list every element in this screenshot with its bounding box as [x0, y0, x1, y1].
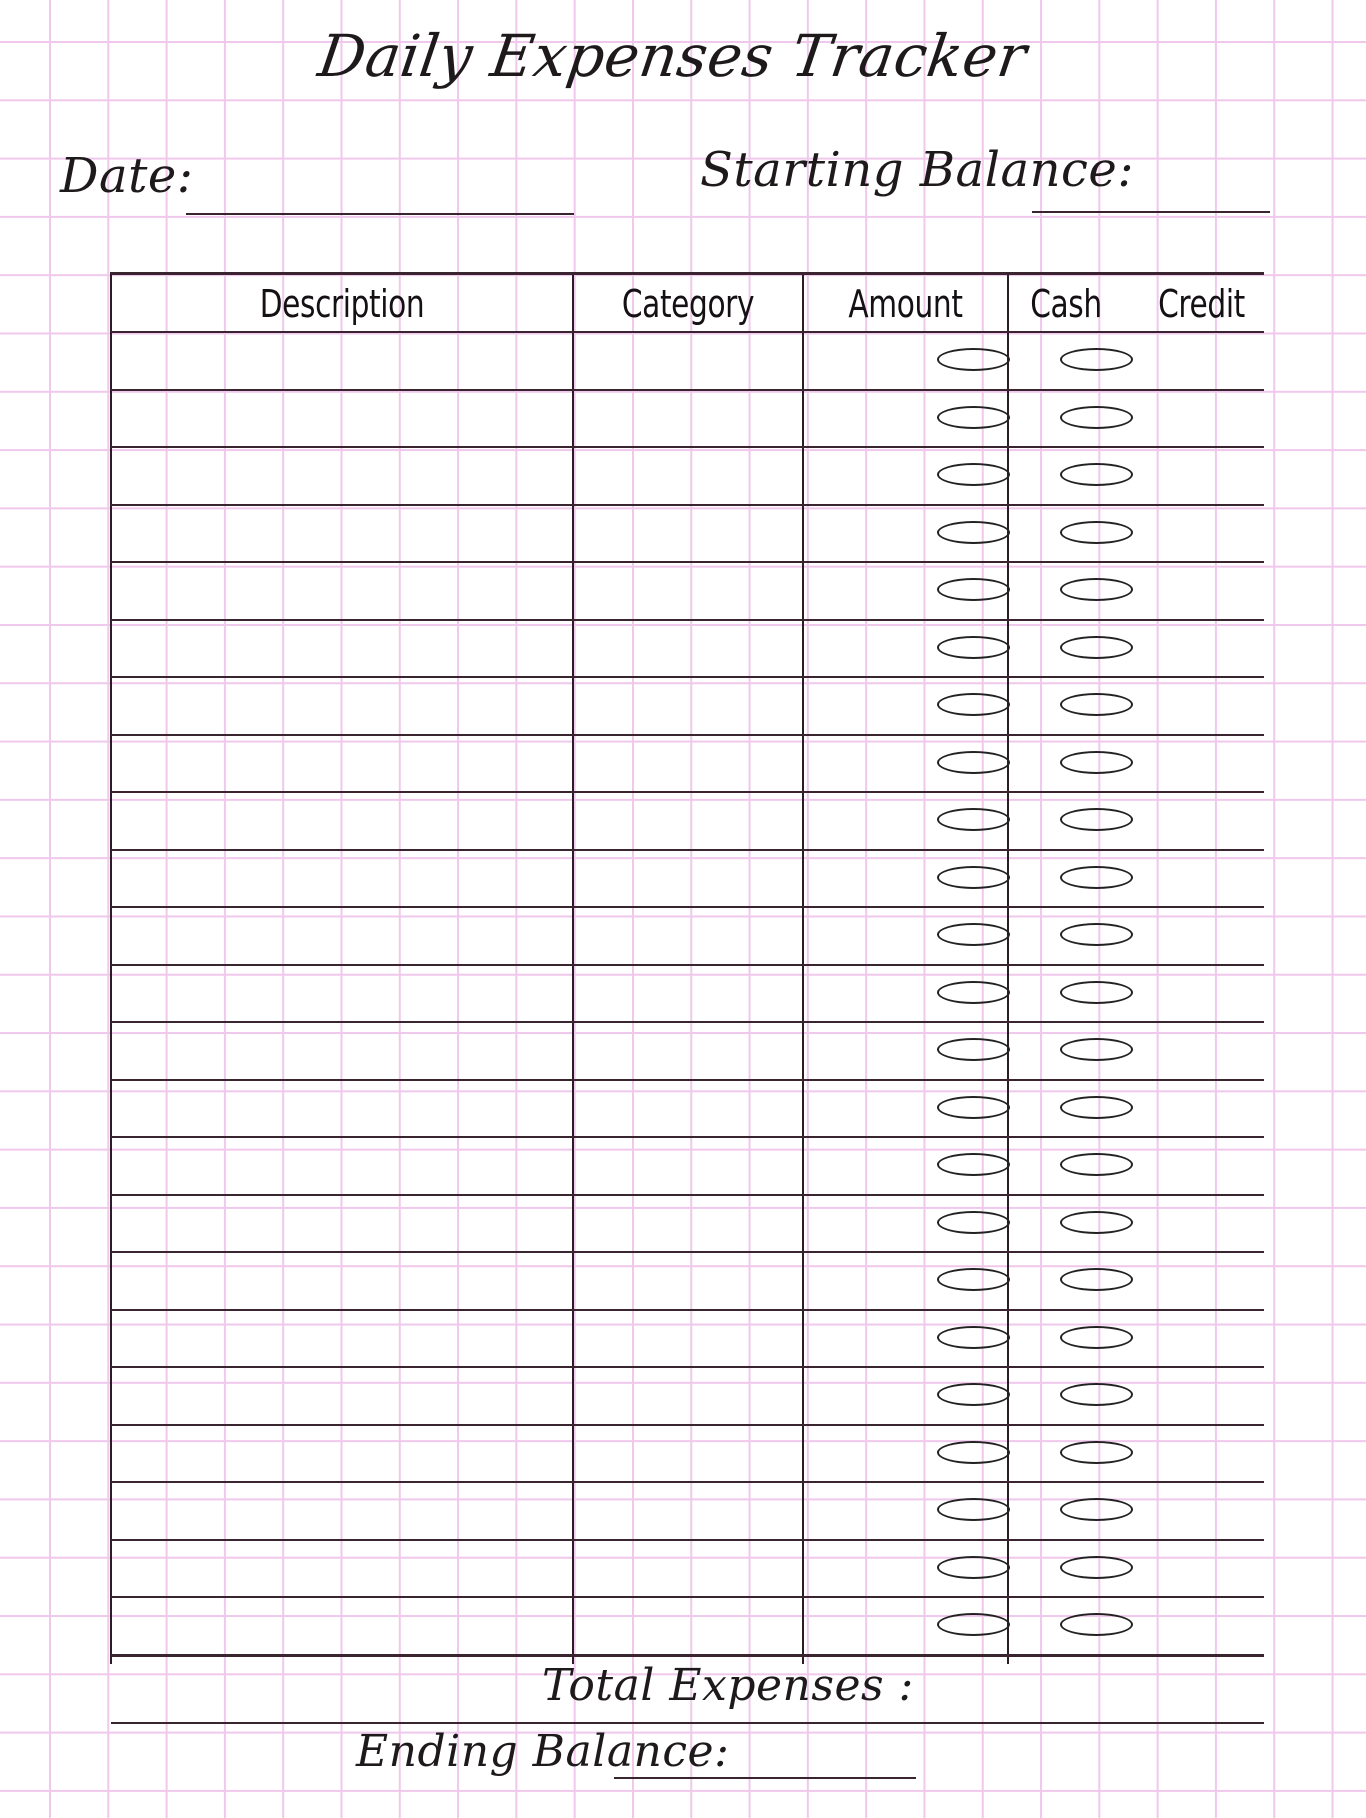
description-cell[interactable]	[111, 736, 573, 792]
date-label: Date:	[60, 148, 194, 204]
cash-checkbox-oval[interactable]	[937, 636, 1010, 659]
credit-checkbox-oval[interactable]	[1060, 923, 1133, 946]
table-row	[111, 1426, 1264, 1484]
cash-checkbox-oval[interactable]	[937, 463, 1010, 486]
table-header	[111, 275, 1264, 333]
description-cell[interactable]	[111, 1368, 573, 1424]
table-row	[111, 851, 1264, 909]
description-cell[interactable]	[111, 621, 573, 677]
cash-checkbox-oval[interactable]	[937, 981, 1010, 1004]
description-cell[interactable]	[111, 908, 573, 964]
category-cell[interactable]	[573, 736, 803, 792]
category-cell[interactable]	[573, 1023, 803, 1079]
cash-checkbox-oval[interactable]	[937, 1153, 1010, 1176]
description-cell[interactable]	[111, 1541, 573, 1597]
description-cell[interactable]	[111, 391, 573, 447]
description-cell[interactable]	[111, 1426, 573, 1482]
page-title-text: Daily Expenses Tracker	[314, 22, 1032, 90]
credit-checkbox-oval[interactable]	[1060, 463, 1133, 486]
expenses-table	[111, 272, 1264, 1657]
table-row	[111, 333, 1264, 391]
category-cell[interactable]	[573, 1426, 803, 1482]
table-row	[111, 506, 1264, 564]
description-cell[interactable]	[111, 678, 573, 734]
table-row	[111, 1081, 1264, 1139]
description-cell[interactable]	[111, 1253, 573, 1309]
credit-checkbox-oval[interactable]	[1060, 1038, 1133, 1061]
starting-balance-field-line[interactable]	[1032, 211, 1270, 213]
table-row	[111, 448, 1264, 506]
credit-checkbox-oval[interactable]	[1060, 636, 1133, 659]
category-cell[interactable]	[573, 1138, 803, 1194]
description-cell[interactable]	[111, 851, 573, 907]
credit-checkbox-oval[interactable]	[1060, 1326, 1133, 1349]
credit-checkbox-oval[interactable]	[1060, 578, 1133, 601]
description-cell[interactable]	[111, 966, 573, 1022]
description-cell[interactable]	[111, 506, 573, 562]
category-cell[interactable]	[573, 391, 803, 447]
category-cell[interactable]	[573, 1253, 803, 1309]
description-cell[interactable]	[111, 1598, 573, 1654]
cash-checkbox-oval[interactable]	[937, 1268, 1010, 1291]
category-cell[interactable]	[573, 1081, 803, 1137]
category-cell[interactable]	[573, 563, 803, 619]
table-row	[111, 563, 1264, 621]
category-cell[interactable]	[573, 448, 803, 504]
category-cell[interactable]	[573, 966, 803, 1022]
cash-checkbox-oval[interactable]	[937, 1096, 1010, 1119]
description-cell[interactable]	[111, 563, 573, 619]
total-expenses-line[interactable]	[111, 1722, 1264, 1724]
category-cell[interactable]	[573, 506, 803, 562]
cash-checkbox-oval[interactable]	[937, 521, 1010, 544]
table-row	[111, 908, 1264, 966]
description-cell[interactable]	[111, 1483, 573, 1539]
credit-checkbox-oval[interactable]	[1060, 1556, 1133, 1579]
ending-balance-label: Ending Balance:	[356, 1726, 730, 1777]
credit-checkbox-oval[interactable]	[1060, 348, 1133, 371]
table-row	[111, 966, 1264, 1024]
description-cell[interactable]	[111, 1311, 573, 1367]
page-title	[0, 22, 1366, 90]
table-row	[111, 736, 1264, 794]
table-row	[111, 1483, 1264, 1541]
credit-checkbox-oval[interactable]	[1060, 1613, 1133, 1636]
table-row	[111, 1196, 1264, 1254]
table-row	[111, 1598, 1264, 1654]
cash-checkbox-oval[interactable]	[937, 578, 1010, 601]
category-cell[interactable]	[573, 1368, 803, 1424]
cash-checkbox-oval[interactable]	[937, 1211, 1010, 1234]
table-row	[111, 1253, 1264, 1311]
date-field-line[interactable]	[186, 213, 574, 215]
cash-checkbox-oval[interactable]	[937, 923, 1010, 946]
credit-checkbox-oval[interactable]	[1060, 521, 1133, 544]
column-header-credit: Credit	[1158, 282, 1245, 326]
cash-checkbox-oval[interactable]	[937, 1326, 1010, 1349]
category-cell[interactable]	[573, 621, 803, 677]
table-row	[111, 1368, 1264, 1426]
table-row	[111, 1311, 1264, 1369]
column-header-cash: Cash	[1030, 282, 1102, 326]
category-cell[interactable]	[573, 1541, 803, 1597]
credit-checkbox-oval[interactable]	[1060, 1441, 1133, 1464]
cash-checkbox-oval[interactable]	[937, 1383, 1010, 1406]
category-cell[interactable]	[573, 1196, 803, 1252]
cash-checkbox-oval[interactable]	[937, 751, 1010, 774]
cash-checkbox-oval[interactable]	[937, 1498, 1010, 1521]
cash-checkbox-oval[interactable]	[937, 808, 1010, 831]
table-row	[111, 621, 1264, 679]
category-cell[interactable]	[573, 333, 803, 389]
category-cell[interactable]	[573, 908, 803, 964]
column-header-description: Description	[259, 282, 425, 326]
table-row	[111, 1023, 1264, 1081]
cash-checkbox-oval[interactable]	[937, 1613, 1010, 1636]
credit-checkbox-oval[interactable]	[1060, 406, 1133, 429]
credit-checkbox-oval[interactable]	[1060, 808, 1133, 831]
cash-checkbox-oval[interactable]	[937, 406, 1010, 429]
credit-checkbox-oval[interactable]	[1060, 693, 1133, 716]
description-cell[interactable]	[111, 1196, 573, 1252]
column-header-category: Category	[621, 282, 755, 326]
credit-checkbox-oval[interactable]	[1060, 1498, 1133, 1521]
starting-balance-label: Starting Balance:	[700, 142, 1135, 198]
ending-balance-field-line[interactable]	[614, 1777, 916, 1779]
cash-checkbox-oval[interactable]	[937, 348, 1010, 371]
table-row	[111, 678, 1264, 736]
cash-checkbox-oval[interactable]	[937, 693, 1010, 716]
table-row	[111, 1541, 1264, 1599]
credit-checkbox-oval[interactable]	[1060, 866, 1133, 889]
table-row	[111, 391, 1264, 449]
description-cell[interactable]	[111, 333, 573, 389]
category-cell[interactable]	[573, 1598, 803, 1654]
category-cell[interactable]	[573, 851, 803, 907]
cash-checkbox-oval[interactable]	[937, 1441, 1010, 1464]
category-cell[interactable]	[573, 678, 803, 734]
table-body	[111, 333, 1264, 1654]
description-cell[interactable]	[111, 1081, 573, 1137]
credit-checkbox-oval[interactable]	[1060, 1211, 1133, 1234]
description-cell[interactable]	[111, 1023, 573, 1079]
cash-checkbox-oval[interactable]	[937, 1038, 1010, 1061]
credit-checkbox-oval[interactable]	[1060, 1153, 1133, 1176]
table-row	[111, 793, 1264, 851]
credit-checkbox-oval[interactable]	[1060, 1096, 1133, 1119]
description-cell[interactable]	[111, 793, 573, 849]
total-expenses-label: Total Expenses :	[542, 1660, 914, 1711]
credit-checkbox-oval[interactable]	[1060, 751, 1133, 774]
column-header-amount: Amount	[848, 282, 963, 326]
category-cell[interactable]	[573, 793, 803, 849]
cash-checkbox-oval[interactable]	[937, 866, 1010, 889]
category-cell[interactable]	[573, 1483, 803, 1539]
description-cell[interactable]	[111, 448, 573, 504]
table-row	[111, 1138, 1264, 1196]
cash-checkbox-oval[interactable]	[937, 1556, 1010, 1579]
credit-checkbox-oval[interactable]	[1060, 1268, 1133, 1291]
credit-checkbox-oval[interactable]	[1060, 1383, 1133, 1406]
category-cell[interactable]	[573, 1311, 803, 1367]
credit-checkbox-oval[interactable]	[1060, 981, 1133, 1004]
description-cell[interactable]	[111, 1138, 573, 1194]
